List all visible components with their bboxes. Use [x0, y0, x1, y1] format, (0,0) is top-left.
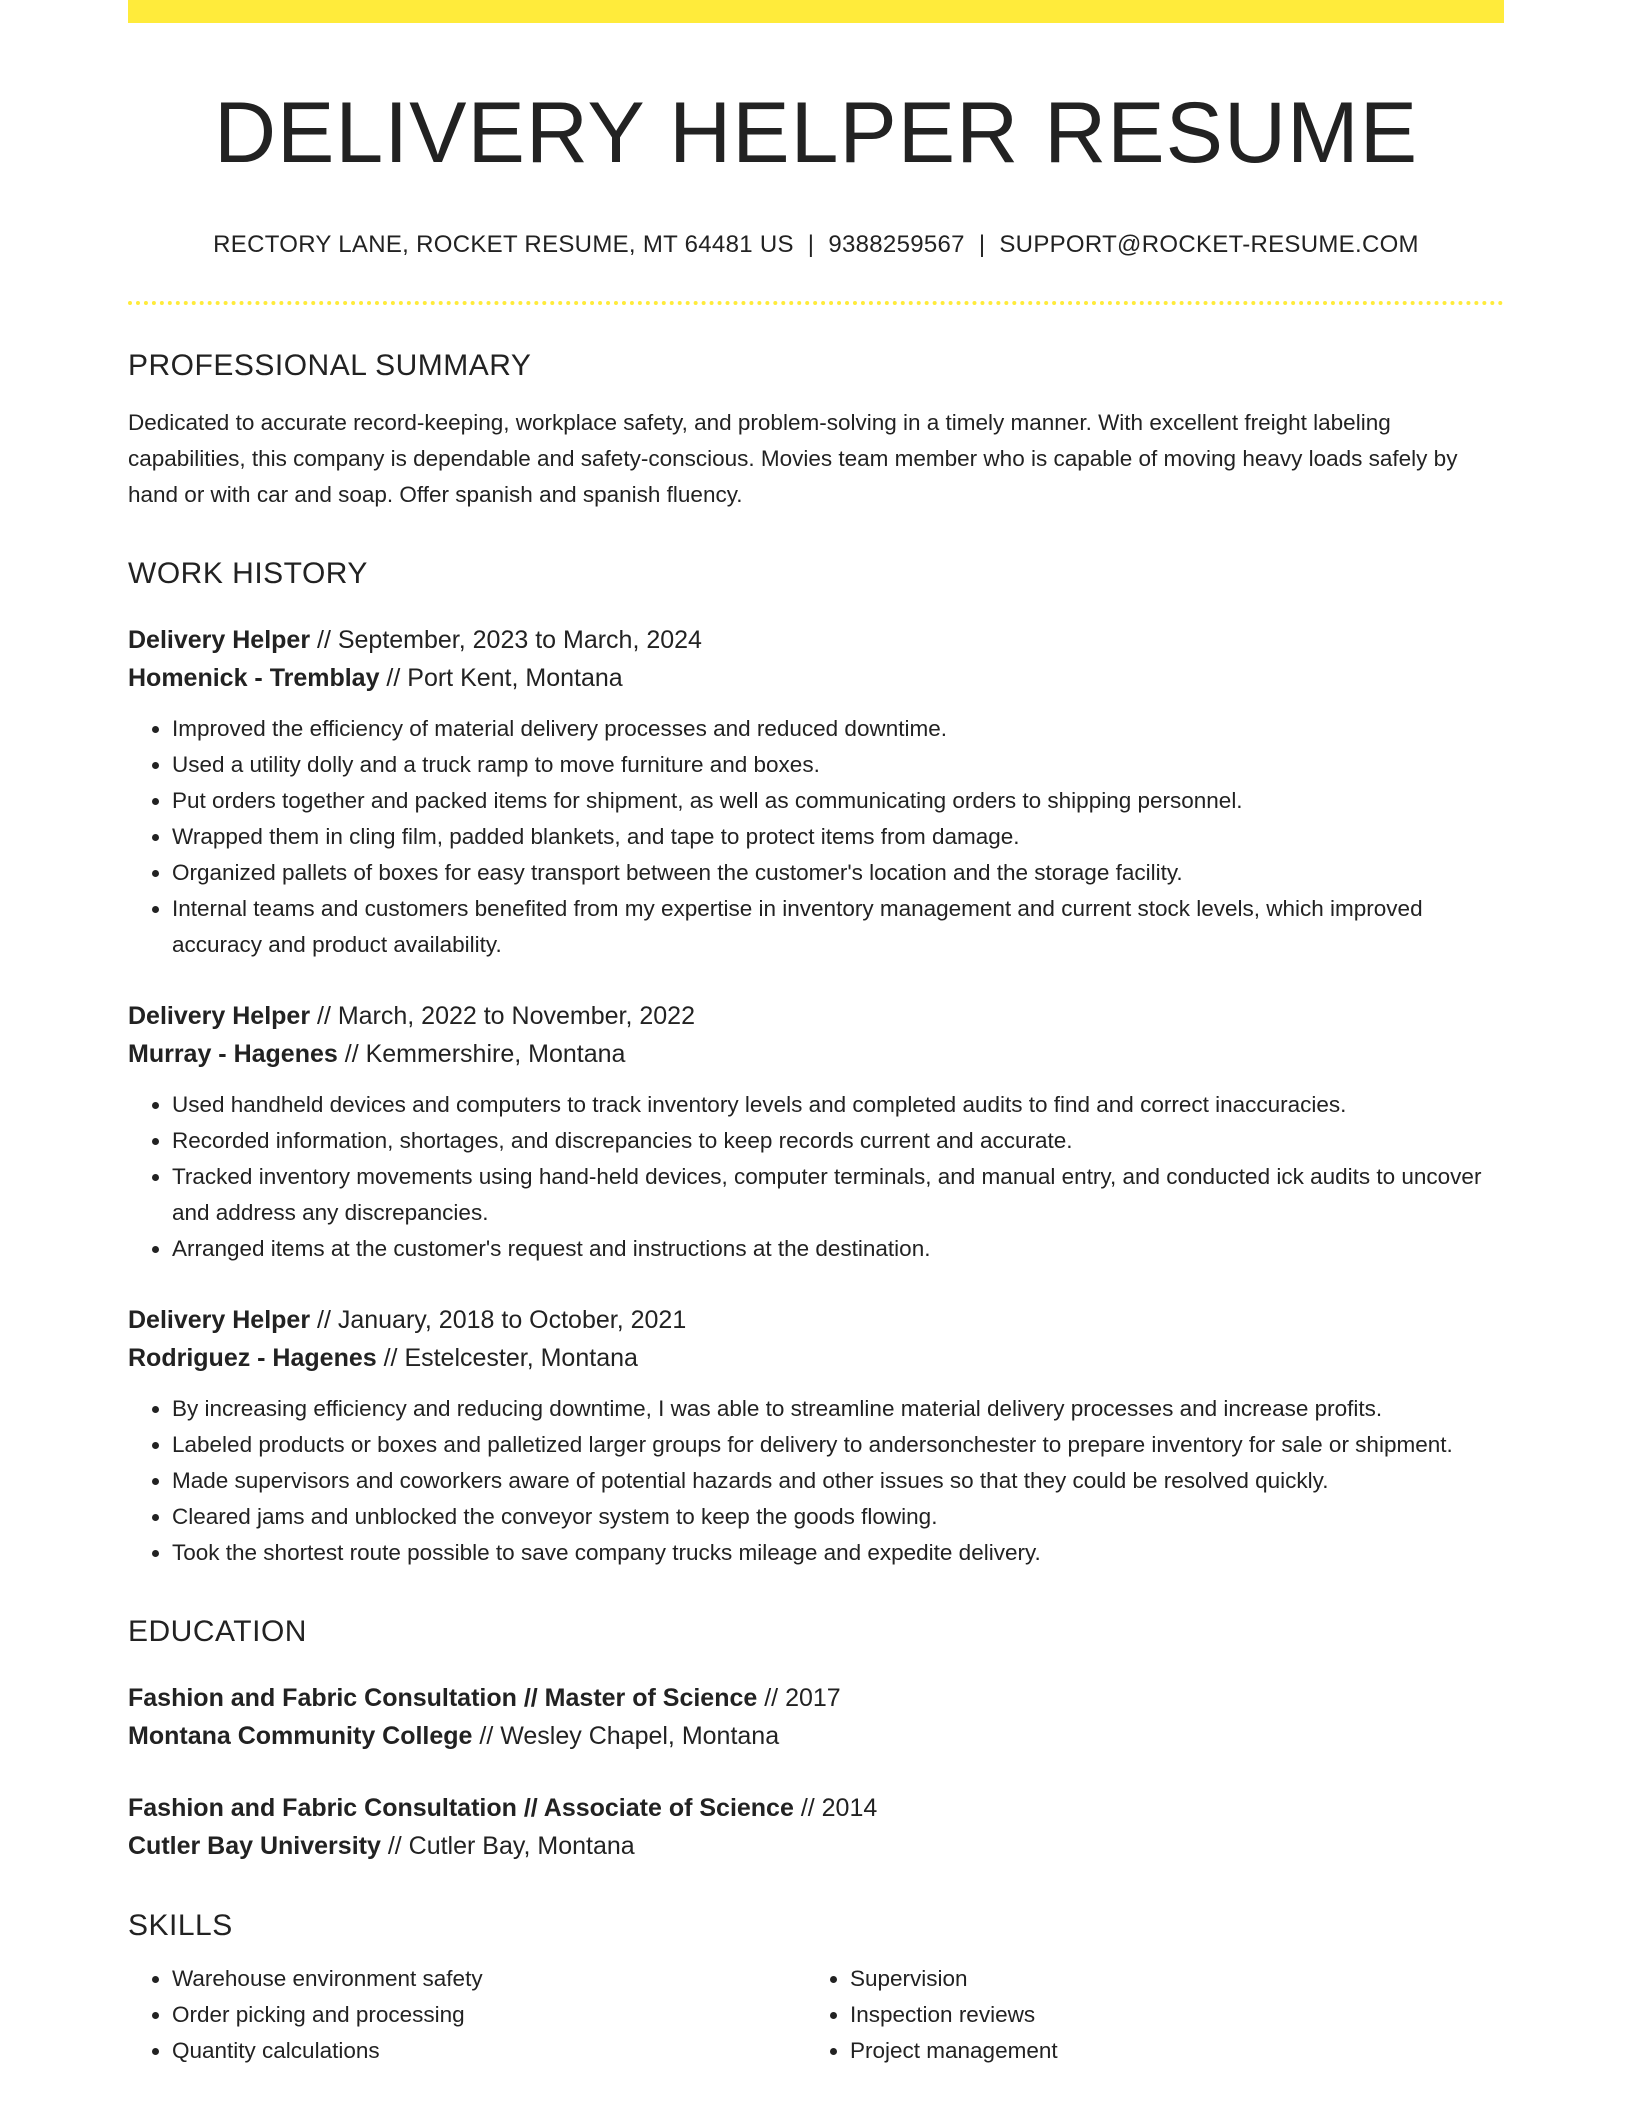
contact-separator: |	[978, 230, 986, 258]
education-degree-line	[128, 1789, 1504, 1827]
job-company: Homenick - Tremblay	[128, 663, 380, 692]
job-title: Delivery Helper	[128, 1001, 311, 1030]
education-location: // Cutler Bay, Montana	[380, 1831, 635, 1860]
resume-page	[128, 0, 1504, 2069]
education-degree: Fashion and Fabric Consultation // Associate of Science	[128, 1793, 794, 1822]
bullet-item: • Used handheld devices and computers to track inventory levels and completed audits to find and correct inaccuracies.	[172, 1087, 1504, 1123]
education-school: Cutler Bay University	[128, 1831, 381, 1860]
job-company: Murray - Hagenes	[128, 1039, 338, 1068]
education-school-line	[128, 1717, 1504, 1755]
job-bullets	[128, 711, 1504, 963]
skill-item: • Project management	[850, 2033, 1450, 2069]
job-location: // Estelcester, Montana	[376, 1343, 638, 1372]
job-entry	[128, 621, 1504, 963]
skill-item: • Order picking and processing	[172, 1997, 806, 2033]
bullet-item: • Recorded information, shortages, and discrepancies to keep records current and accurate.	[172, 1123, 1504, 1159]
education-heading: EDUCATION	[128, 1614, 307, 1648]
contact-address: RECTORY LANE, ROCKET RESUME, MT 64481 US	[213, 230, 794, 258]
work-history-heading: WORK HISTORY	[128, 556, 368, 590]
bullet-item: • Made supervisors and coworkers aware of potential hazards and other issues so that they could be resolved quickly.	[172, 1463, 1504, 1499]
job-company-line	[128, 1035, 1504, 1073]
education-degree-line	[128, 1679, 1504, 1717]
education-year: // 2014	[793, 1793, 878, 1822]
job-company-line	[128, 659, 1504, 697]
skill-item: • Inspection reviews	[850, 1997, 1450, 2033]
education-school: Montana Community College	[128, 1721, 473, 1750]
bullet-item: • Organized pallets of boxes for easy transport between the customer's location and the storage facility.	[172, 855, 1504, 891]
education-entry	[128, 1789, 1504, 1865]
job-location: // Port Kent, Montana	[379, 663, 623, 692]
contact-separator: |	[807, 230, 815, 258]
skills-column-2	[806, 1961, 1450, 2069]
job-entry	[128, 1301, 1504, 1571]
bullet-item: • Cleared jams and unblocked the conveyor system to keep the goods flowing.	[172, 1499, 1504, 1535]
education-year: // 2017	[757, 1683, 841, 1712]
education-entry	[128, 1679, 1504, 1755]
bullet-item: • Put orders together and packed items for shipment, as well as communicating orders to shipping personnel.	[172, 783, 1504, 819]
education-degree: Fashion and Fabric Consultation // Master of Science	[128, 1683, 758, 1712]
job-company-line	[128, 1339, 1504, 1377]
job-location: // Kemmershire, Montana	[337, 1039, 626, 1068]
job-entry	[128, 997, 1504, 1267]
job-title-line	[128, 997, 1504, 1035]
job-dates: // September, 2023 to March, 2024	[310, 625, 702, 654]
resume-title: DELIVERY HELPER RESUME	[213, 85, 1419, 181]
skill-item: • Quantity calculations	[172, 2033, 806, 2069]
job-title-line	[128, 621, 1504, 659]
skill-item: • Warehouse environment safety	[172, 1961, 806, 1997]
education-school-line	[128, 1827, 1504, 1865]
job-dates: // March, 2022 to November, 2022	[310, 1001, 695, 1030]
job-company: Rodriguez - Hagenes	[128, 1343, 377, 1372]
bullet-item: • Internal teams and customers benefited from my expertise in inventory management and current stock levels, which improved accuracy and product availability.	[172, 891, 1504, 963]
summary-text: Dedicated to accurate record-keeping, workplace safety, and problem-solving in a timely manner. With excellent freight labeling capabilities, this company is dependable and safety-conscious. Movies team member who is capable of moving heavy loads safely by hand or with car and soap. Offer spanish and spanish fluency.	[128, 409, 1458, 507]
job-bullets	[128, 1391, 1504, 1571]
bullet-item: • Arranged items at the customer's request and instructions at the destination.	[172, 1231, 1504, 1267]
contact-phone: 9388259567	[828, 230, 965, 258]
accent-top-bar	[128, 0, 1504, 23]
bullet-item: • By increasing efficiency and reducing downtime, I was able to streamline material delivery processes and increase profits.	[172, 1391, 1504, 1427]
bullet-item: • Used a utility dolly and a truck ramp to move furniture and boxes.	[172, 747, 1504, 783]
job-title-line	[128, 1301, 1504, 1339]
bullet-item: • Tracked inventory movements using hand-held devices, computer terminals, and manual entry, and conducted ick audits to uncover and address any discrepancies.	[172, 1159, 1504, 1231]
job-title: Delivery Helper	[128, 625, 311, 654]
job-dates: // January, 2018 to October, 2021	[310, 1305, 687, 1334]
contact-line	[128, 231, 1504, 259]
skills-columns	[128, 1961, 1504, 2069]
skills-column-1	[128, 1961, 806, 2069]
bullet-item: • Improved the efficiency of material delivery processes and reduced downtime.	[172, 711, 1504, 747]
bullet-item: • Labeled products or boxes and palletized larger groups for delivery to andersonchester to prepare inventory for sale or shipment.	[172, 1427, 1504, 1463]
bullet-item: • Took the shortest route possible to save company trucks mileage and expedite delivery.	[172, 1535, 1504, 1571]
summary-heading: PROFESSIONAL SUMMARY	[128, 348, 532, 382]
skills-heading: SKILLS	[128, 1908, 233, 1942]
dotted-divider	[128, 301, 1504, 305]
education-location: // Wesley Chapel, Montana	[472, 1721, 780, 1750]
job-title: Delivery Helper	[128, 1305, 311, 1334]
job-bullets	[128, 1087, 1504, 1267]
bullet-item: • Wrapped them in cling film, padded blankets, and tape to protect items from damage.	[172, 819, 1504, 855]
contact-email: SUPPORT@ROCKET-RESUME.COM	[999, 230, 1419, 258]
skill-item: • Supervision	[850, 1961, 1450, 1997]
